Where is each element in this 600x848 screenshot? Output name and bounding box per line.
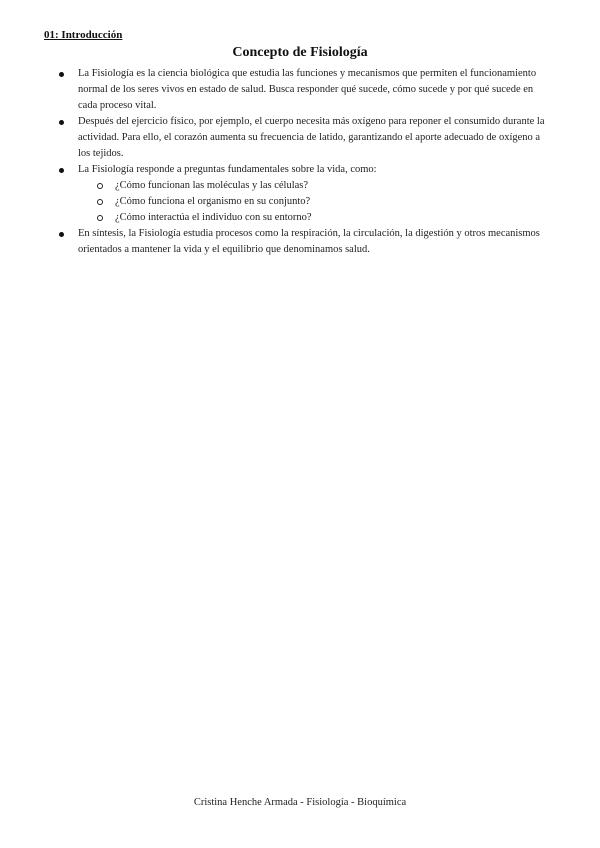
circle-bullet-icon <box>97 199 103 205</box>
bullet-icon <box>59 120 64 125</box>
circle-bullet-icon <box>97 183 103 189</box>
sub-list-item-text: ¿Cómo interactúa el individuo con su entorno? <box>115 212 312 223</box>
list-item-text: La Fisiología es la ciencia biológica que estudia las funciones y mecanismos que permiten el funcionamiento normal de los seres vivos en estado de salud. Busca responder qué sucede, cómo sucede y por qué sucede en cada proceso vital. <box>78 68 537 111</box>
list-item-text: La Fisiología responde a preguntas fundamentales sobre la vida, como: <box>78 164 377 175</box>
sub-list-item <box>78 194 550 210</box>
list-item <box>50 114 550 162</box>
bullet-icon <box>59 72 64 77</box>
bullet-icon <box>59 232 64 237</box>
list-item <box>50 66 550 114</box>
sub-list-item-text: ¿Cómo funciona el organismo en su conjunto? <box>115 196 311 207</box>
circle-bullet-icon <box>97 215 103 221</box>
page-title: Concepto de Fisiología <box>232 45 368 60</box>
list-item <box>50 226 550 258</box>
section-heading: 01: Introducción <box>44 29 123 41</box>
page-footer: Cristina Henche Armada - Fisiología - Bioquímica <box>193 797 407 808</box>
list-item <box>50 162 550 226</box>
list-item-text: Después del ejercicio físico, por ejemplo, el cuerpo necesita más oxígeno para reponer el consumido durante la actividad. Para ello, el corazón aumenta su frecuencia de latido, garantizando el aporte adecuado de oxígeno a los tejidos. <box>78 116 545 159</box>
bullet-list <box>50 66 550 258</box>
list-item-text: En síntesis, la Fisiología estudia procesos como la respiración, la circulación, la digestión y otros mecanismos orientados a mantener la vida y el equilibrio que denominamos salud. <box>78 228 540 255</box>
bullet-icon <box>59 168 64 173</box>
sub-list-item <box>78 178 550 194</box>
sub-list-item-text: ¿Cómo funcionan las moléculas y las células? <box>115 180 309 191</box>
sub-bullet-list <box>78 178 550 226</box>
sub-list-item <box>78 210 550 226</box>
